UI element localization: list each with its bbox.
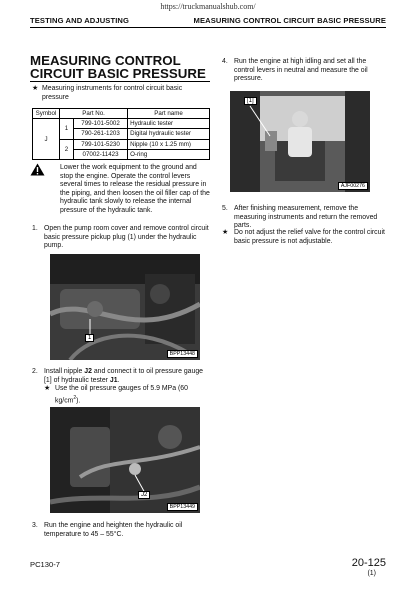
table-group: 2 [60,139,74,159]
figure-caption: BPP13448 [167,350,198,358]
table-symbol: J [33,119,60,160]
table-group: 1 [60,119,74,139]
table-header-row [33,109,210,119]
model-label: PC130-7 [30,560,60,569]
pump-room-photo [50,254,200,360]
step-2-part: . [117,376,120,384]
step-1-text: Open the pump room cover and remove control circuit basic pressure pickup plug (1) under the hydraulic pump. [44,225,209,250]
cab-photo-illustration [230,91,370,192]
table-row [33,139,210,149]
warning-text: Lower the work equipment to the ground and stop the engine. Operate the control levers several times to release the residual pressure in the piping, and then loosen the oil filler cap of the hydraulic tank slowly to release the internal pressure of the hydraulic tank. [60,164,210,214]
step-number: 3. [32,522,38,529]
table-cell: 799-101-5230 [74,139,128,149]
callout-label: J2 [138,491,150,499]
star-icon: ★ [222,229,229,236]
step-number: 4. [222,58,228,65]
header-section: TESTING AND ADJUSTING [30,16,129,25]
step-number: 2. [32,368,38,375]
title-line-1: MEASURING CONTROL [30,53,181,68]
relief-valve-note: Do not adjust the relief valve for the control circuit basic pressure is not adjustable. [234,229,385,245]
nipple-photo-illustration [50,407,200,513]
table-cell: Nipple (10 x 1.25 mm) [128,139,210,149]
table-cell: 790-261-1203 [74,129,128,139]
tester-symbol: J1 [109,376,118,384]
callout-label: 1 [85,334,94,342]
star-icon: ★ [44,385,51,392]
table-row [33,119,210,129]
note-text: ). [76,396,81,404]
note-superscript: 2 [73,394,77,401]
table-cell: Digital hydraulic tester [128,129,210,139]
note-text: Use the oil pressure gauges of 5.9 MPa (60 kg/cm [55,385,188,404]
page-sub-number: (1) [367,570,376,577]
step-3-text: Run the engine and heighten the hydraulic oil temperature to 45 – 55°C. [44,522,183,538]
table-cell: O-ring [128,149,210,159]
table-header: Symbol [33,109,60,119]
pump-photo-illustration [50,254,200,360]
parts-table [32,108,210,160]
table-header: Part name [128,109,210,119]
title-line-2: CIRCUIT BASIC PRESSURE [30,66,206,81]
page-title [30,54,210,80]
site-url[interactable]: https://truckmanualshub.com/ [160,2,256,11]
table-cell: Hydraulic tester [128,119,210,129]
step-2-part: and connect it to oil pressure gauge [1] of hydraulic tester [44,368,203,384]
star-icon: ★ [32,85,39,92]
header-rule [30,27,386,28]
intro-text: Measuring instruments for control circuit basic pressure [42,85,183,101]
callout-label: [1] [244,97,257,105]
table-cell: 799-101-5002 [74,119,128,129]
step-number: 5. [222,205,228,212]
table-cell: 07002-11423 [74,149,128,159]
step-2-part: Install nipple [44,368,85,375]
step-4-text: Run the engine at high idling and set all the control levers in neutral and measure the oil pressure. [234,58,368,83]
warning-icon [30,163,45,176]
title-underline [30,81,210,82]
cab-photo [230,91,370,192]
nipple-symbol: J2 [84,368,92,375]
header-title: MEASURING CONTROL CIRCUIT BASIC PRESSURE [193,16,386,25]
step-2-text [44,368,211,385]
page-number: 20-125 [351,557,386,569]
figure-caption: BPP13449 [167,503,198,511]
table-header: Part No. [60,109,128,119]
step-number: 1. [32,225,38,232]
step-5-text: After finishing measurement, remove the measuring instruments and return the removed parts. [234,205,378,230]
nipple-install-photo [50,407,200,513]
figure-caption: AJF00276 [338,182,368,190]
step-2-note [55,385,210,405]
